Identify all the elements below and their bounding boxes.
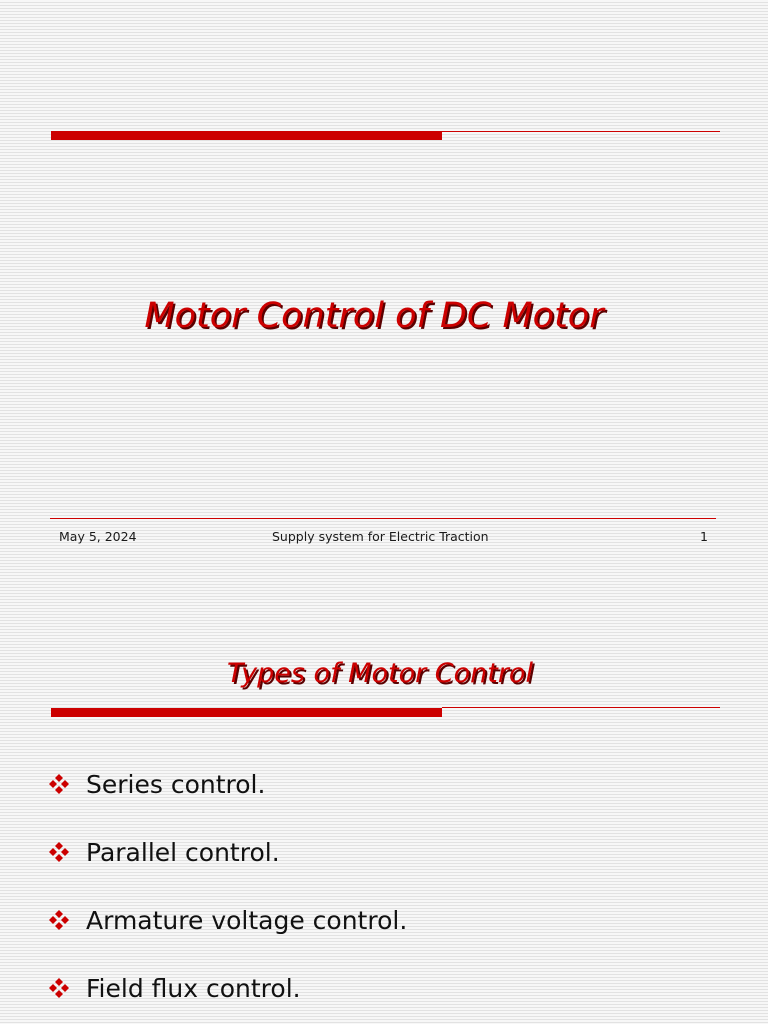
footer-date: May 5, 2024 xyxy=(59,529,137,544)
diamond-bullet-icon xyxy=(48,773,70,795)
bullet-list xyxy=(48,750,407,1022)
bullet-text: Field flux control. xyxy=(86,973,301,1003)
footer-title: Supply system for Electric Traction xyxy=(272,529,489,544)
bullet-text: Armature voltage control. xyxy=(86,905,408,935)
header-accent-line xyxy=(442,131,720,132)
section-accent-line xyxy=(442,707,720,708)
slide-title: Motor Control of DC Motor xyxy=(144,296,604,336)
header-accent-bar xyxy=(51,131,442,140)
diamond-bullet-icon xyxy=(48,841,70,863)
footer-rule xyxy=(50,518,716,519)
section-accent-bar xyxy=(51,708,442,717)
list-item xyxy=(48,954,407,1022)
bullet-text: Series control. xyxy=(86,769,266,799)
footer-page-number: 1 xyxy=(700,529,708,544)
bullet-text: Parallel control. xyxy=(86,837,280,867)
slide-2 xyxy=(0,560,768,1024)
list-item xyxy=(48,750,407,818)
list-item xyxy=(48,886,407,954)
section-title: Types of Motor Control xyxy=(227,658,533,689)
diamond-bullet-icon xyxy=(48,977,70,999)
diamond-bullet-icon xyxy=(48,909,70,931)
list-item xyxy=(48,818,407,886)
